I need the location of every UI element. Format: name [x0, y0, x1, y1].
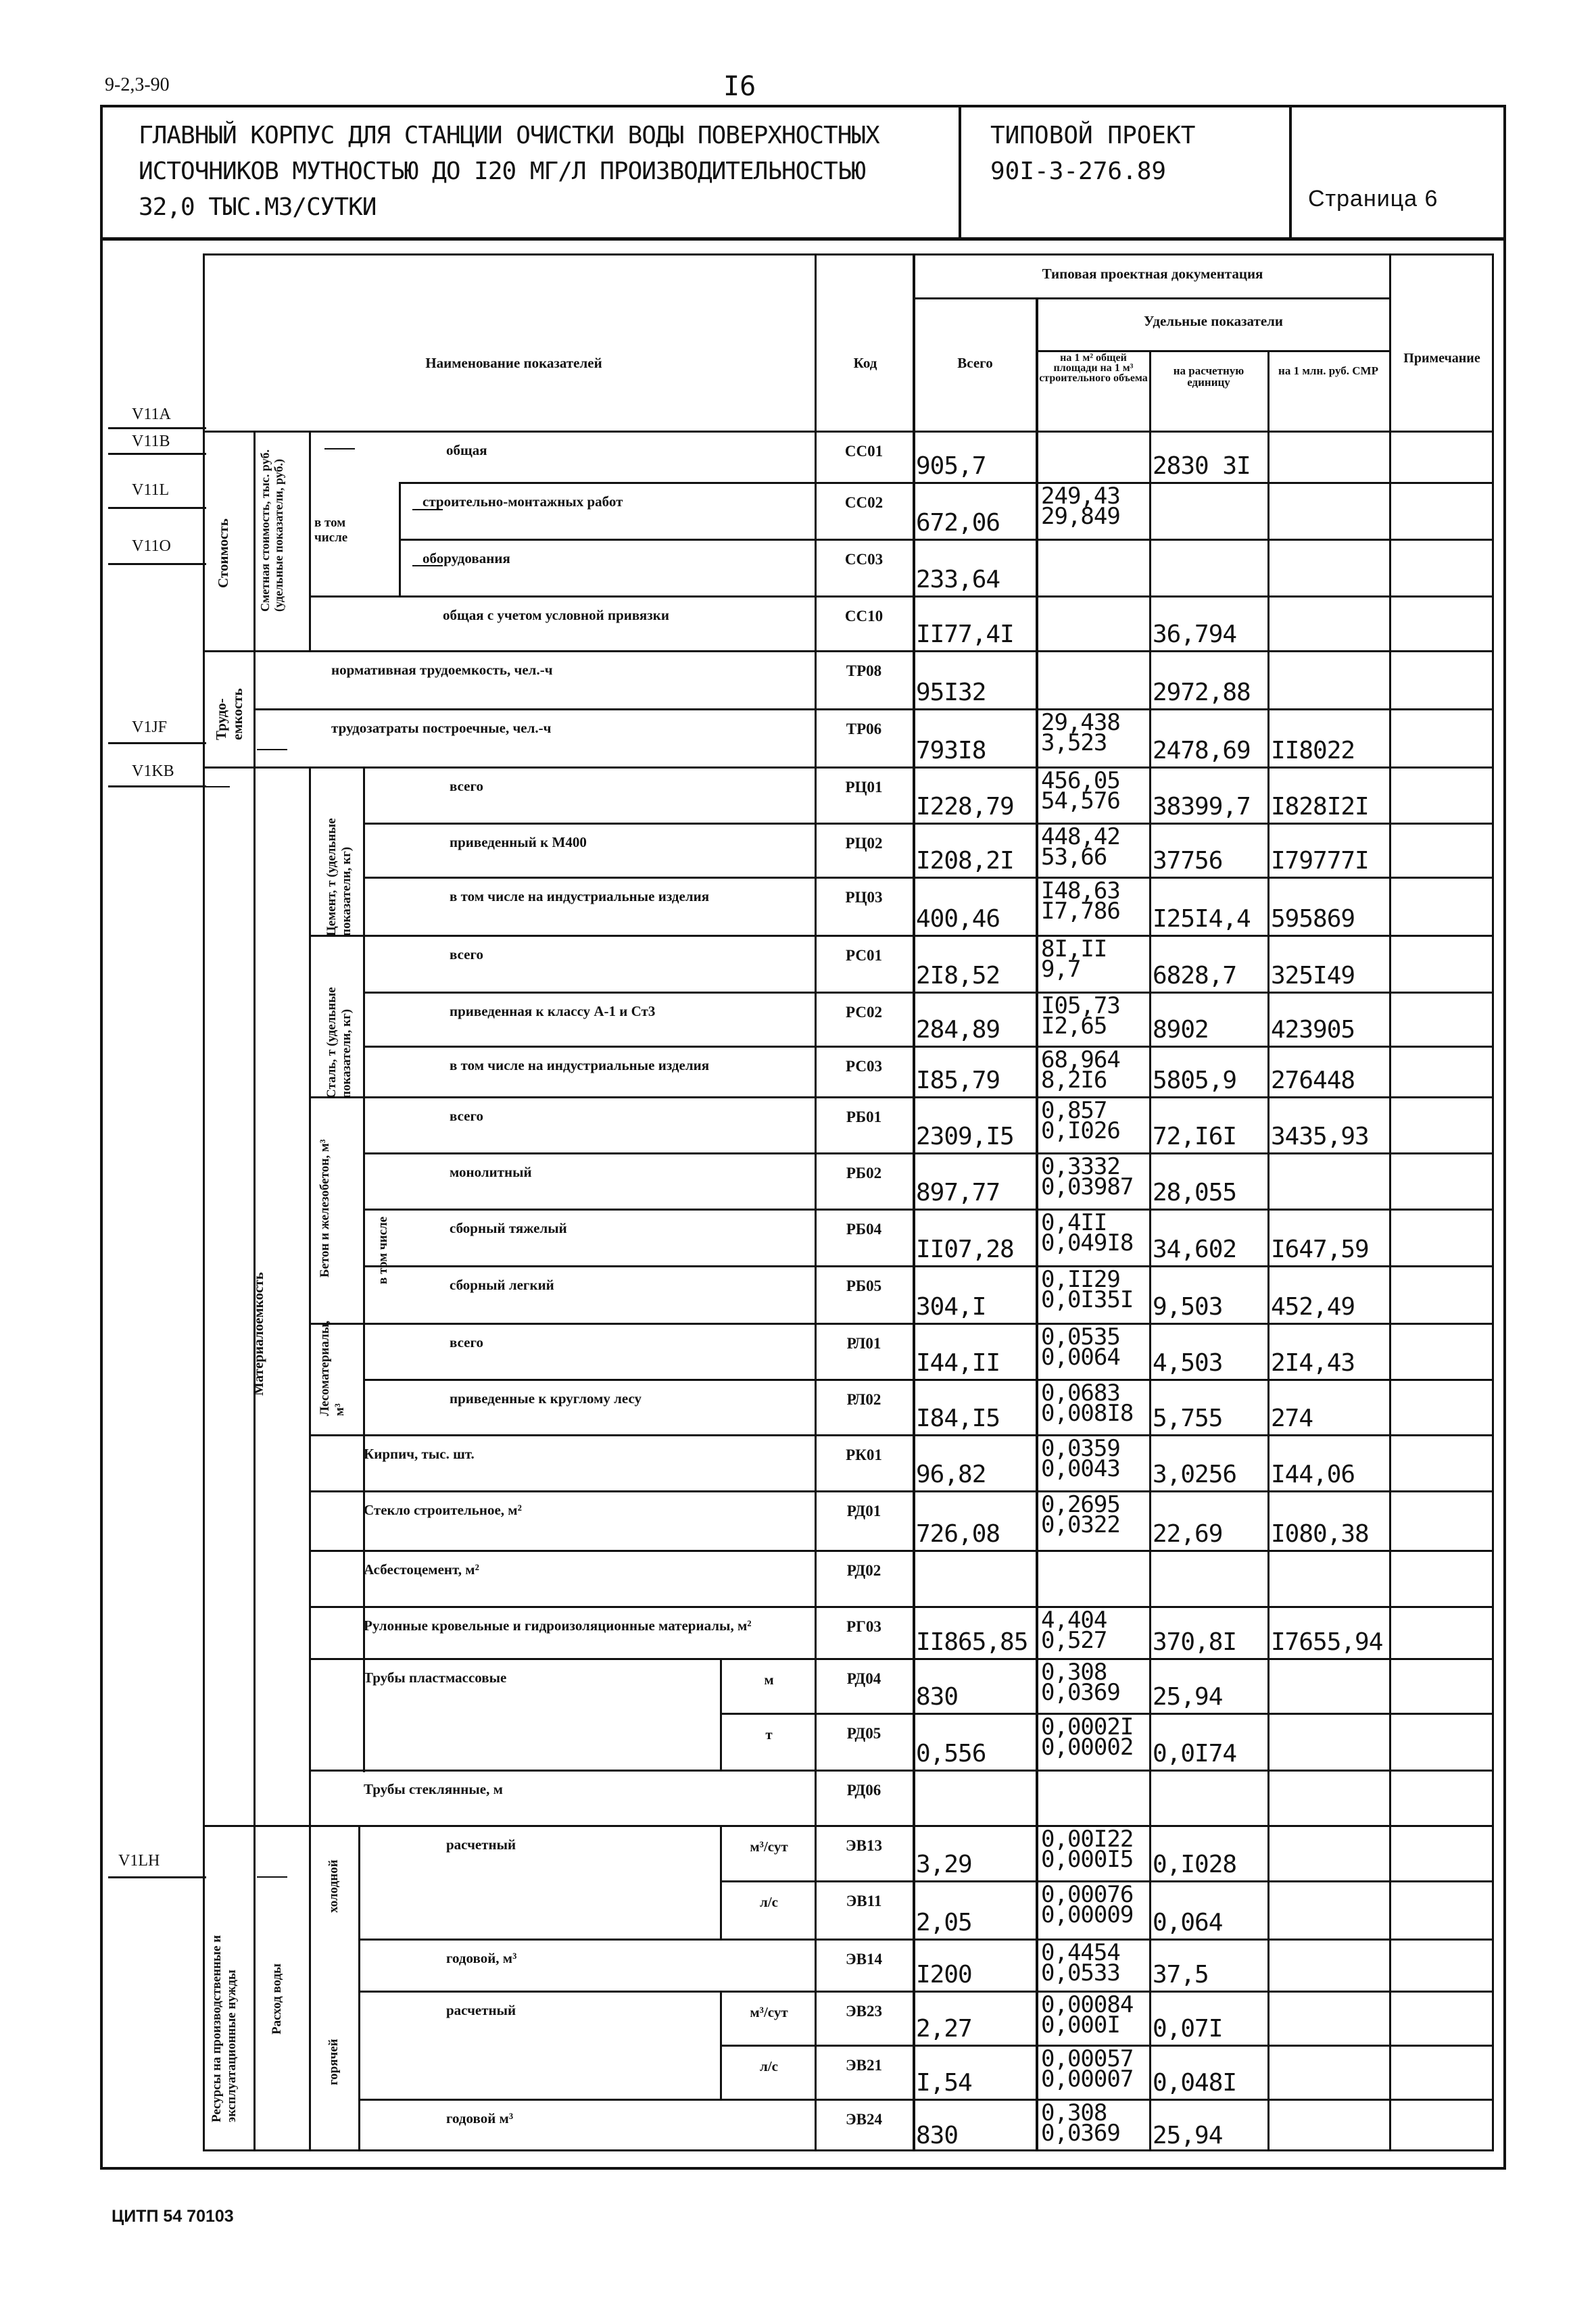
row-per-m2: 0,00I22 0,000I5	[1041, 1826, 1134, 1873]
row-code: РС03	[846, 1058, 882, 1075]
row-code: РБ01	[846, 1108, 882, 1125]
row-total: I200	[916, 1961, 972, 1989]
row-per-m2: 0,0535 0,0064	[1041, 1323, 1120, 1371]
row-code: ТР08	[846, 662, 882, 679]
side-code-v1lh: V1LH	[118, 1852, 160, 1870]
row-separator	[309, 935, 1494, 937]
row-label: годовой, м³	[446, 1950, 517, 1966]
row-label: в том числе на индустриальные изделия	[450, 1057, 710, 1073]
row-code: РЛ01	[846, 1335, 881, 1352]
row-separator	[363, 992, 1494, 994]
row-total: 897,77	[916, 1179, 1000, 1207]
row-per-unit: 0,0I74	[1153, 1740, 1237, 1768]
side-code-v11o: V11O	[132, 537, 171, 555]
row-label: трудозатраты построечные, чел.-ч	[331, 720, 552, 736]
row-separator	[309, 1323, 1494, 1325]
row-per-unit: 9,503	[1153, 1293, 1223, 1321]
row-separator	[363, 877, 1494, 879]
title-line-2: ИСТОЧНИКОВ МУТНОСТЬЮ ДО I20 МГ/Л ПРОИЗВОДИТЕЛЬНОСТЬЮ	[139, 157, 866, 185]
row-total: 905,7	[916, 452, 986, 480]
row-separator	[363, 1209, 1494, 1211]
row-per-unit: 5805,9	[1153, 1067, 1237, 1094]
row-code: РД05	[846, 1725, 881, 1742]
row-separator	[363, 823, 1494, 825]
row-per-mln: 423905	[1271, 1016, 1355, 1044]
row-label: в том числе на индустриальные изделия	[450, 888, 710, 904]
row-code: РБ05	[846, 1277, 882, 1294]
row-label: оборудования	[422, 550, 510, 566]
row-total: 672,06	[916, 509, 1000, 537]
row-label: расчетный	[446, 1836, 516, 1853]
row-separator	[358, 2099, 1494, 2101]
side-code-v11a: V11A	[132, 406, 171, 423]
row-total: 726,08	[916, 1520, 1000, 1548]
row-per-unit: 6828,7	[1153, 962, 1237, 990]
row-per-unit: 3,0256	[1153, 1461, 1237, 1488]
side-code-v11l: V11L	[132, 481, 170, 499]
row-separator	[253, 708, 1494, 710]
row-unit: м³/сут	[750, 1838, 788, 1855]
row-per-m2: 0,4II 0,049I8	[1041, 1209, 1134, 1257]
row-code: РД04	[846, 1670, 881, 1687]
row-total: II77,4I	[916, 620, 1014, 648]
row-per-mln: II8022	[1271, 737, 1355, 764]
row-code: РК01	[846, 1446, 882, 1463]
row-per-unit: 2830 3I	[1153, 452, 1251, 480]
row-per-m2: 0,308 0,0369	[1041, 1659, 1120, 1706]
header-code: Код	[853, 355, 877, 371]
group-cold: холодной	[327, 1859, 341, 1913]
project-code: 90I-3-276.89	[990, 157, 1167, 185]
header-name: Наименование показателей	[425, 355, 602, 371]
group-cost-sub: Сметная стоимость, тыс. руб. (удельные показатели, руб.)	[258, 449, 285, 612]
row-code: СС03	[844, 551, 884, 568]
row-per-m2: 4,404 0,527	[1041, 1607, 1107, 1654]
row-separator	[363, 1152, 1494, 1154]
row-per-mln: 276448	[1271, 1067, 1355, 1094]
title-line-1: ГЛАВНЫЙ КОРПУС ДЛЯ СТАНЦИИ ОЧИСТКИ ВОДЫ ПОВЕРХНОСТНЫХ	[139, 122, 879, 149]
title-line-3: 32,0 ТЫС.М3/СУТКИ	[139, 193, 377, 221]
row-label: приведенная к классу А-1 и Ст3	[450, 1003, 656, 1019]
row-per-m2: I05,73 I2,65	[1041, 992, 1120, 1040]
row-per-unit: 370,8I	[1153, 1628, 1237, 1656]
side-code-v11b: V11B	[132, 433, 170, 450]
row-code: РД02	[846, 1562, 881, 1579]
row-separator	[203, 1825, 1494, 1827]
row-total: 2,27	[916, 2015, 972, 2043]
row-code: ЭВ21	[846, 2057, 882, 2074]
row-separator	[399, 539, 1494, 541]
row-total: 2,05	[916, 1909, 972, 1936]
group-resources: Ресурсы на производственные и эксплуатационные нужды	[210, 1934, 239, 2122]
row-label: сборный легкий	[450, 1277, 554, 1293]
row-code: РС01	[846, 947, 882, 964]
row-code: ЭВ23	[846, 2003, 882, 2020]
row-code: РЦ03	[845, 889, 883, 906]
row-per-unit: 8902	[1153, 1016, 1209, 1044]
row-per-unit: 28,055	[1153, 1179, 1237, 1207]
row-label: приведенный к М400	[450, 834, 587, 850]
row-per-unit: 2972,88	[1153, 679, 1251, 706]
row-per-m2: 29,438 3,523	[1041, 709, 1120, 756]
row-code: ЭВ24	[846, 2111, 882, 2128]
row-separator	[309, 1490, 1494, 1492]
row-per-unit: 0,048I	[1153, 2069, 1237, 2097]
row-per-unit: 2478,69	[1153, 737, 1251, 764]
row-per-m2: 0,308 0,0369	[1041, 2099, 1120, 2147]
row-code: РС02	[846, 1004, 882, 1021]
row-per-m2: 0,00084 0,000I	[1041, 1991, 1134, 2039]
row-per-unit: 25,94	[1153, 1683, 1223, 1711]
row-total: I44,II	[916, 1349, 1000, 1377]
row-total: 233,64	[916, 566, 1000, 593]
row-unit: м	[764, 1672, 774, 1688]
row-code: ЭВ13	[846, 1837, 882, 1854]
document-series: 9-2,3-90	[105, 74, 170, 95]
row-label: Трубы стеклянные, м	[364, 1781, 503, 1797]
row-per-unit: 36,794	[1153, 620, 1237, 648]
row-separator	[309, 1096, 1494, 1098]
row-unit: л/с	[760, 2058, 778, 2074]
row-total: 95I32	[916, 679, 986, 706]
header-doc: Типовая проектная документация	[1042, 266, 1263, 282]
row-label: общая	[446, 442, 487, 458]
row-per-m2: 0,0359 0,0043	[1041, 1435, 1120, 1482]
side-code-v1kb: V1KB	[132, 762, 174, 780]
group-material: Материалоемкость	[250, 1272, 266, 1396]
group-concrete: Бетон и железобетон, м³	[318, 1139, 332, 1277]
row-per-mln: I080,38	[1271, 1520, 1369, 1548]
row-label: всего	[450, 1334, 484, 1350]
row-per-mln: 452,49	[1271, 1293, 1355, 1321]
row-per-unit: 4,503	[1153, 1349, 1223, 1377]
row-separator	[309, 1550, 1494, 1552]
row-code: РГ03	[846, 1618, 881, 1635]
row-per-m2: 0,4454 0,0533	[1041, 1939, 1120, 1987]
side-code-v1jf: V1JF	[132, 718, 168, 736]
row-separator	[203, 650, 1494, 652]
header-per-m2: на 1 м² общей площади на 1 м³ строительного объема	[1039, 352, 1148, 384]
row-label: Рулонные кровельные и гидроизоляционные материалы, м²	[364, 1617, 752, 1634]
row-per-unit: 38399,7	[1153, 793, 1251, 821]
row-total: 284,89	[916, 1016, 1000, 1044]
row-total: 793I8	[916, 737, 986, 764]
footer-code: ЦИТП 54 70103	[112, 2207, 234, 2226]
row-total: 96,82	[916, 1461, 986, 1488]
row-label: строительно-монтажных работ	[422, 493, 623, 510]
row-per-m2: 68,964 8,2I6	[1041, 1046, 1120, 1094]
row-total: 2I8,52	[916, 962, 1000, 990]
group-cost-incl: в том числе	[314, 516, 348, 545]
row-total: II07,28	[916, 1236, 1014, 1263]
row-per-unit: 34,602	[1153, 1236, 1237, 1263]
row-label: Стекло строительное, м²	[364, 1502, 522, 1518]
row-per-unit: 0,064	[1153, 1909, 1223, 1936]
row-code: СС02	[844, 494, 884, 511]
row-separator	[358, 1939, 1494, 1941]
row-total: 830	[916, 1683, 959, 1711]
header-per-unit: на расчетную единицу	[1173, 364, 1244, 389]
header-total: Всего	[957, 355, 993, 371]
row-code: ЭВ14	[846, 1951, 882, 1968]
row-per-m2: 0,00076 0,00009	[1041, 1881, 1134, 1928]
row-unit: м³/сут	[750, 2004, 788, 2020]
row-label: нормативная трудоемкость, чел.-ч	[331, 662, 553, 678]
row-total: I,54	[916, 2069, 972, 2097]
row-separator	[399, 482, 1494, 484]
row-per-m2: 0,00057 0,00007	[1041, 2045, 1134, 2093]
row-code: РД01	[846, 1503, 881, 1519]
page-label: Страница 6	[1308, 186, 1438, 212]
row-per-m2: 448,42 53,66	[1041, 823, 1120, 871]
row-code: РЦ01	[845, 779, 883, 796]
row-label: Асбестоцемент, м²	[364, 1561, 479, 1578]
row-separator	[203, 766, 1494, 769]
row-unit: л/с	[760, 1894, 778, 1910]
row-code: РЦ02	[845, 835, 883, 852]
row-per-m2: 0,3332 0,03987	[1041, 1153, 1134, 1200]
row-separator	[358, 1991, 1494, 1993]
row-code: РД06	[846, 1782, 881, 1799]
row-label: всего	[450, 778, 484, 794]
header-per-mln: на 1 млн. руб. СМР	[1278, 364, 1378, 377]
row-code: СС01	[844, 443, 884, 460]
row-total: II865,85	[916, 1628, 1028, 1656]
row-per-mln: 325I49	[1271, 962, 1355, 990]
header-note: Примечание	[1403, 351, 1480, 366]
row-per-mln: 595869	[1271, 905, 1355, 933]
row-separator	[309, 595, 1494, 598]
row-per-unit: 5,755	[1153, 1405, 1223, 1432]
row-total: I208,2I	[916, 847, 1014, 875]
row-per-m2: 0,0683 0,008I8	[1041, 1380, 1134, 1427]
row-per-m2: 456,05 54,576	[1041, 767, 1120, 814]
row-per-m2: I48,63 I7,786	[1041, 877, 1120, 925]
row-total: 400,46	[916, 905, 1000, 933]
project-label: ТИПОВОЙ ПРОЕКТ	[990, 122, 1196, 149]
row-label: Кирпич, тыс. шт.	[364, 1446, 475, 1462]
row-per-m2: 0,II29 0,0I35I	[1041, 1266, 1134, 1313]
row-label: Трубы пластмассовые	[364, 1670, 507, 1686]
group-water: Расход воды	[270, 1964, 284, 2034]
row-label: сборный тяжелый	[450, 1220, 567, 1236]
row-per-mln: I828I2I	[1271, 793, 1369, 821]
row-label: годовой м³	[446, 2110, 514, 2126]
row-per-mln: I7655,94	[1271, 1628, 1383, 1656]
row-separator	[363, 1265, 1494, 1267]
row-per-unit: 72,I6I	[1153, 1123, 1237, 1150]
group-timber: Лесоматериалы, м³	[318, 1320, 347, 1416]
row-separator	[309, 1606, 1494, 1608]
row-per-mln: 3435,93	[1271, 1123, 1369, 1150]
row-code: СС10	[844, 608, 884, 625]
row-separator	[309, 1770, 1494, 1772]
row-total: 0,556	[916, 1740, 986, 1768]
row-code: РБ04	[846, 1221, 882, 1238]
row-label: приведенные к круглому лесу	[450, 1390, 642, 1407]
row-per-unit: 37,5	[1153, 1961, 1209, 1989]
row-code: ЭВ11	[846, 1893, 882, 1909]
row-per-m2: 0,2695 0,0322	[1041, 1491, 1120, 1538]
row-total: 2309,I5	[916, 1123, 1014, 1150]
row-per-m2: 0,857 0,I026	[1041, 1097, 1120, 1144]
row-per-mln: I44,06	[1271, 1461, 1355, 1488]
group-steel: Сталь, т (удельные показатели, кг)	[324, 987, 354, 1098]
row-label: расчетный	[446, 2002, 516, 2018]
row-total: I228,79	[916, 793, 1014, 821]
row-label: монолитный	[450, 1164, 532, 1180]
row-per-m2: 249,43 29,849	[1041, 483, 1120, 530]
row-total: 304,I	[916, 1293, 986, 1321]
row-separator	[363, 1046, 1494, 1048]
group-hot: горячей	[327, 2039, 341, 2085]
page-number: I6	[723, 71, 756, 102]
row-per-mln: I647,59	[1271, 1236, 1369, 1263]
row-total: I85,79	[916, 1067, 1000, 1094]
row-per-unit: 25,94	[1153, 2122, 1223, 2149]
row-per-m2: 0,0002I 0,00002	[1041, 1713, 1134, 1761]
row-code: РБ02	[846, 1165, 882, 1181]
row-per-mln: 274	[1271, 1405, 1313, 1432]
group-labor: Трудо-емкость	[213, 688, 245, 740]
group-cost: Стоимость	[215, 518, 231, 588]
row-per-unit: I25I4,4	[1153, 905, 1251, 933]
row-per-unit: 22,69	[1153, 1520, 1223, 1548]
row-separator	[309, 1658, 1494, 1660]
row-separator	[309, 1434, 1494, 1436]
row-total: 830	[916, 2122, 959, 2149]
row-label: всего	[450, 946, 484, 962]
row-separator	[363, 1379, 1494, 1381]
row-per-m2: 8I,II 9,7	[1041, 935, 1107, 983]
header-specific: Удельные показатели	[1143, 313, 1284, 329]
row-per-unit: 0,07I	[1153, 2015, 1223, 2043]
row-total: 3,29	[916, 1851, 972, 1878]
row-per-mln: 2I4,43	[1271, 1349, 1355, 1377]
row-per-unit: 37756	[1153, 847, 1223, 875]
row-total: I84,I5	[916, 1405, 1000, 1432]
row-label: общая с учетом условной привязки	[443, 607, 669, 623]
row-code: ТР06	[846, 721, 882, 737]
row-per-mln: I79777I	[1271, 847, 1369, 875]
row-code: РЛ02	[846, 1391, 881, 1408]
group-concrete-incl: в том числе	[376, 1216, 390, 1284]
row-unit: т	[765, 1726, 773, 1743]
row-label: всего	[450, 1108, 484, 1124]
group-cement: Цемент, т (удельные показатели, кг)	[324, 818, 354, 936]
row-per-unit: 0,I028	[1153, 1851, 1237, 1878]
